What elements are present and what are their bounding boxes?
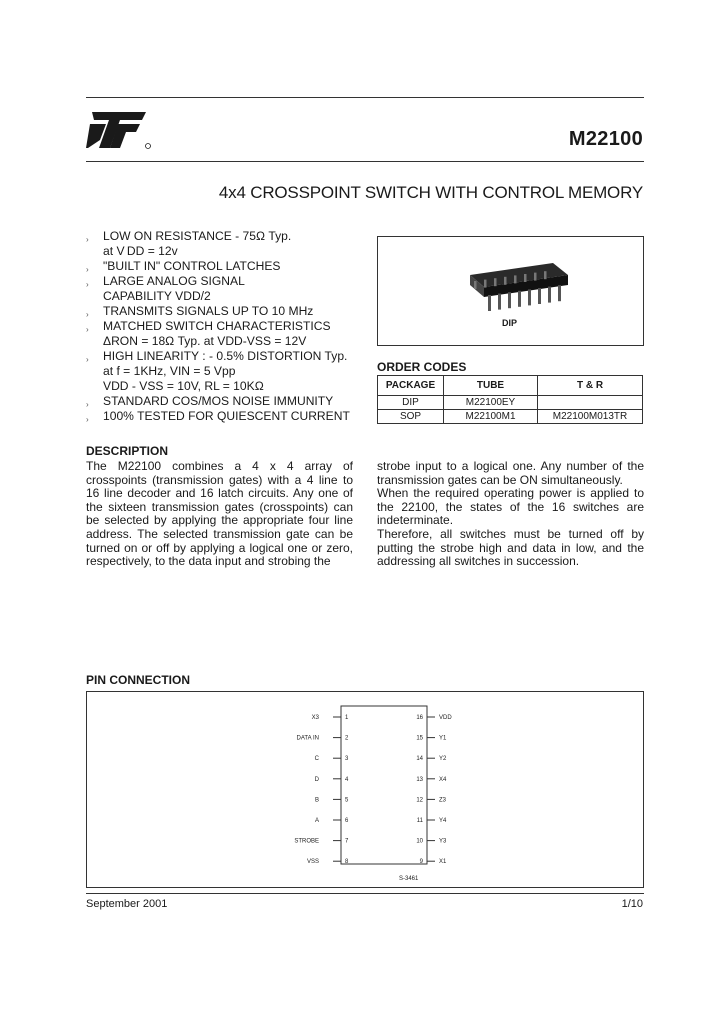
- pin-label: VDD: [439, 715, 452, 721]
- description-column-2: [377, 460, 644, 569]
- figure-code: S-3461: [399, 876, 419, 882]
- pin-label: STROBE: [294, 838, 319, 845]
- pin-number: 10: [416, 838, 423, 845]
- header-tr: T & R: [538, 376, 643, 396]
- package-image-box: [377, 236, 644, 346]
- cell: DIP: [378, 396, 444, 410]
- feature-item: [86, 304, 366, 319]
- title-rule: [86, 161, 644, 162]
- pin-number: 5: [345, 797, 349, 804]
- description-paragraph: strobe input to a logical one. Any number of the transmission gates can be ON simultaneously.: [377, 459, 644, 487]
- feature-item: [86, 274, 366, 304]
- pin-number: 2: [345, 735, 349, 742]
- pin-label: Y1: [439, 735, 447, 742]
- pin-number: 6: [345, 818, 349, 824]
- pin-label: Y4: [439, 818, 447, 824]
- pin-label: X3: [311, 715, 319, 721]
- feature-item: [86, 349, 366, 394]
- table-row: [378, 410, 643, 424]
- footer-date: September 2001: [86, 898, 168, 910]
- feature-item: [86, 229, 366, 259]
- bullet-icon: ›: [86, 265, 89, 274]
- description-paragraph: The M22100 combines a 4 x 4 array of crosspoints (transmission gates) with a 4 line to 16 line decoder and 16 latch circuits. Any one of the sixteen transmission gates (crosspoints) can be selected by applying the appropriate four line address. The selected transmission gate can be turned on or off by applying a logical one or zero, respectively, to the data input and strobing the: [86, 459, 353, 569]
- dip-package-icon: [378, 237, 643, 345]
- cell: M22100M1: [444, 410, 538, 424]
- pin-number: 15: [416, 735, 423, 742]
- pin-number: 16: [416, 715, 423, 721]
- pin-label: B: [314, 797, 319, 804]
- bullet-icon: ›: [86, 400, 89, 409]
- pin-number: 12: [416, 797, 423, 804]
- order-codes-table: [377, 375, 643, 424]
- header-tube: TUBE: [444, 376, 538, 396]
- bullet-icon: ›: [86, 415, 89, 424]
- pin-label: D: [314, 776, 319, 783]
- cell: M22100EY: [444, 396, 538, 410]
- feature-line: STANDARD COS/MOS NOISE IMMUNITY: [103, 394, 334, 408]
- pin-label: DATA IN: [296, 735, 319, 742]
- cell: M22100M013TR: [538, 410, 643, 424]
- pin-label: X4: [439, 776, 447, 783]
- cell: [538, 396, 643, 410]
- feature-line: "BUILT IN" CONTROL LATCHES: [103, 259, 281, 273]
- bullet-icon: ›: [86, 310, 89, 319]
- feature-item: [86, 409, 366, 424]
- order-codes-title: ORDER CODES: [377, 360, 467, 374]
- pin-number: 9: [419, 859, 423, 866]
- description-paragraph: Therefore, all switches must be turned off by putting the strobe high and data in low, and the addressing all switches in succession.: [377, 526, 644, 569]
- document-title: 4x4 CROSSPOINT SWITCH WITH CONTROL MEMORY: [218, 183, 643, 202]
- part-number: M22100: [568, 128, 643, 150]
- footer-rule: [86, 893, 644, 894]
- table-row: [378, 396, 643, 410]
- description-column-1: [86, 460, 353, 569]
- pin-number: 11: [416, 818, 423, 824]
- feature-line: VDD - VSS = 10V, RL = 10KΩ: [103, 379, 264, 393]
- bullet-icon: ›: [86, 325, 89, 334]
- header-package: PACKAGE: [378, 376, 444, 396]
- feature-line: LOW ON RESISTANCE - 75Ω Typ.: [103, 229, 292, 243]
- features-list: [86, 229, 366, 424]
- feature-line: CAPABILITY VDD/2: [103, 289, 211, 303]
- pin-number: 7: [345, 838, 349, 845]
- pin-number: 4: [345, 776, 349, 783]
- feature-line: at V DD = 12v: [103, 244, 178, 258]
- pin-number: 3: [345, 756, 349, 763]
- feature-line: 100% TESTED FOR QUIESCENT CURRENT: [103, 409, 350, 423]
- package-label: DIP: [501, 318, 517, 328]
- pin-number: 14: [416, 756, 423, 763]
- st-logo-icon: [86, 106, 152, 152]
- feature-line: at f = 1KHz, VIN = 5 Vpp: [103, 364, 236, 378]
- pin-label: X1: [439, 859, 447, 866]
- header-rule: [86, 97, 644, 98]
- cell: SOP: [378, 410, 444, 424]
- bullet-icon: ›: [86, 355, 89, 364]
- pin-label: A: [314, 818, 319, 824]
- pin-number: 1: [345, 715, 349, 721]
- pin-label: Z3: [439, 797, 447, 804]
- pin-number: 13: [416, 776, 423, 783]
- feature-item: [86, 394, 366, 409]
- bullet-icon: ›: [86, 235, 89, 244]
- pin-label: C: [314, 756, 319, 763]
- feature-line: ΔRON = 18Ω Typ. at VDD-VSS = 12V: [103, 334, 307, 348]
- pin-diagram: [87, 692, 643, 887]
- pin-number: 8: [345, 859, 349, 866]
- pin-connection-box: [86, 691, 644, 888]
- description-paragraph: When the required operating power is applied to the 22100, the states of the 16 switches are indeterminate.: [377, 486, 644, 528]
- pin-label: Y2: [439, 756, 447, 763]
- pin-label: VSS: [306, 859, 319, 866]
- feature-line: LARGE ANALOG SIGNAL: [103, 274, 245, 288]
- feature-line: HIGH LINEARITY : - 0.5% DISTORTION Typ.: [103, 349, 348, 363]
- feature-item: [86, 319, 366, 349]
- bullet-icon: ›: [86, 280, 89, 289]
- table-header-row: [378, 376, 643, 396]
- description-title: DESCRIPTION: [86, 444, 169, 458]
- footer-page: 1/10: [621, 898, 643, 910]
- pin-label: Y3: [439, 838, 447, 845]
- feature-item: [86, 259, 366, 274]
- feature-line: TRANSMITS SIGNALS UP TO 10 MHz: [103, 304, 314, 318]
- pin-connection-title: PIN CONNECTION: [86, 673, 191, 687]
- feature-line: MATCHED SWITCH CHARACTERISTICS: [103, 319, 331, 333]
